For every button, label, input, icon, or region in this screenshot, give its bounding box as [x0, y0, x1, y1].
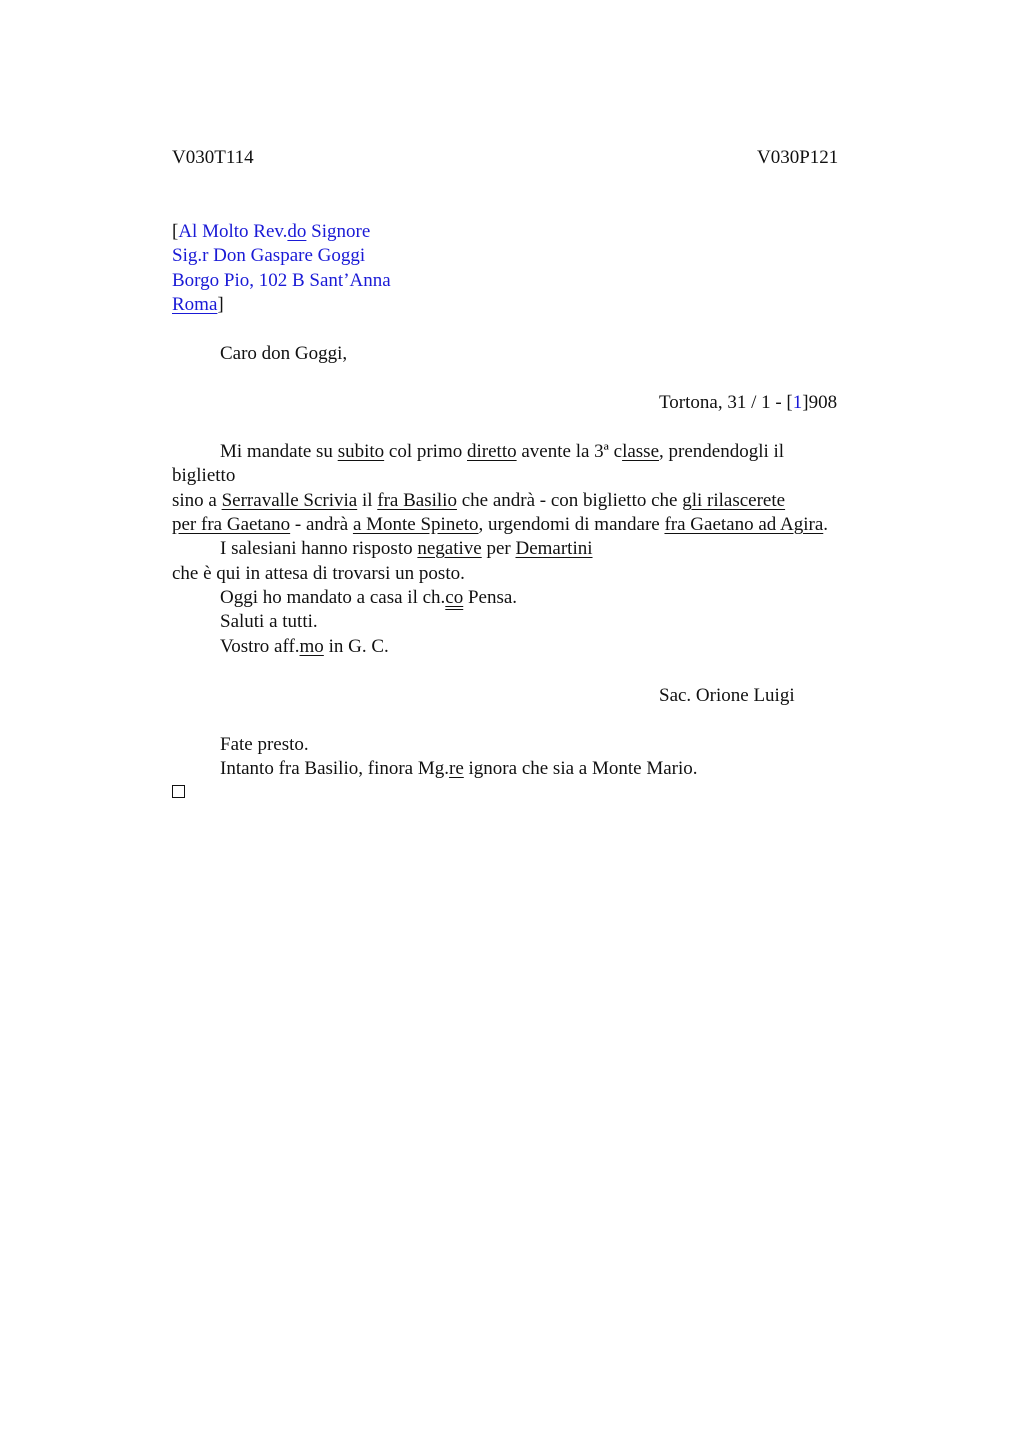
underlined-abbrev: re — [449, 758, 464, 779]
body-line-7 — [220, 586, 517, 610]
postscript-line-1: Fate presto. — [220, 734, 309, 755]
underlined-word: a Monte Spineto — [352, 514, 479, 535]
underlined-abbrev: mo — [299, 636, 324, 657]
body-line-4 — [172, 513, 828, 537]
address-city: Roma — [172, 294, 218, 315]
text-run: Mi mandate su — [220, 441, 338, 462]
postscript-line-2 — [220, 757, 698, 781]
address-close-bracket: ] — [217, 294, 224, 315]
date-suffix: ]908 — [802, 392, 838, 413]
underlined-word: fra Basilio — [377, 490, 457, 511]
underlined-word: negative — [417, 538, 482, 559]
date-prefix: Tortona, 31 / 1 - [ — [659, 392, 793, 413]
text-run: - andrà — [290, 514, 353, 535]
underlined-word: gli rilascerete — [682, 490, 786, 511]
text-run: per — [481, 538, 516, 559]
address-line-1-text: Al Molto Rev. — [178, 221, 288, 242]
text-run: Intanto fra Basilio, finora Mg. — [220, 758, 450, 779]
text-run: ignora che sia a Monte Mario. — [463, 758, 698, 779]
signature: Sac. Orione Luigi — [659, 685, 795, 706]
underlined-word: per fra Gaetano — [172, 514, 291, 535]
text-run: sino a — [172, 490, 222, 511]
salutation: Caro don Goggi, — [220, 343, 348, 364]
address-line-1-end: Signore — [306, 221, 371, 242]
address-line-2: Sig.r Don Gaspare Goggi — [172, 245, 366, 266]
text-run: . — [823, 514, 829, 535]
body-line-2: biglietto — [172, 465, 236, 486]
document-code-left: V030T114 — [172, 147, 254, 168]
address-line-4 — [172, 293, 224, 317]
body-line-9 — [220, 635, 389, 659]
address-open-bracket: [ — [172, 221, 179, 242]
text-run: Vostro aff. — [220, 636, 300, 657]
body-line-3 — [172, 489, 785, 513]
underlined-word: subito — [337, 441, 385, 462]
text-run: , prendendogli il — [659, 441, 785, 462]
underlined-word: diretto — [467, 441, 517, 462]
underlined-word: Demartini — [515, 538, 593, 559]
text-run: , urgendomi di mandare — [478, 514, 665, 535]
text-run: Pensa. — [463, 587, 518, 608]
text-run: avente la 3ª c — [516, 441, 623, 462]
underlined-word: lasse — [622, 441, 660, 462]
body-line-6: che è qui in attesa di trovarsi un posto. — [172, 563, 465, 584]
body-line-5 — [220, 537, 593, 561]
address-line-1 — [172, 220, 370, 244]
letter-date — [659, 391, 837, 415]
address-line-1-abbrev: do — [287, 221, 307, 242]
text-run: che andrà - con biglietto che — [456, 490, 683, 511]
date-inserted-digit: 1 — [792, 392, 803, 413]
body-line-8: Saluti a tutti. — [220, 611, 318, 632]
underlined-word: fra Gaetano ad Agira — [664, 514, 824, 535]
text-run: col primo — [384, 441, 467, 462]
text-run: il — [357, 490, 378, 511]
end-marker-box — [172, 785, 185, 798]
text-run: I salesiani hanno risposto — [220, 538, 418, 559]
text-run: in G. C. — [323, 636, 389, 657]
underlined-word: Serravalle Scrivia — [221, 490, 358, 511]
body-line-1 — [220, 440, 784, 464]
double-underlined-abbrev: co — [445, 587, 464, 608]
text-run: Oggi ho mandato a casa il ch. — [220, 587, 446, 608]
address-line-3: Borgo Pio, 102 B Sant’Anna — [172, 270, 391, 291]
document-code-right: V030P121 — [757, 147, 839, 168]
